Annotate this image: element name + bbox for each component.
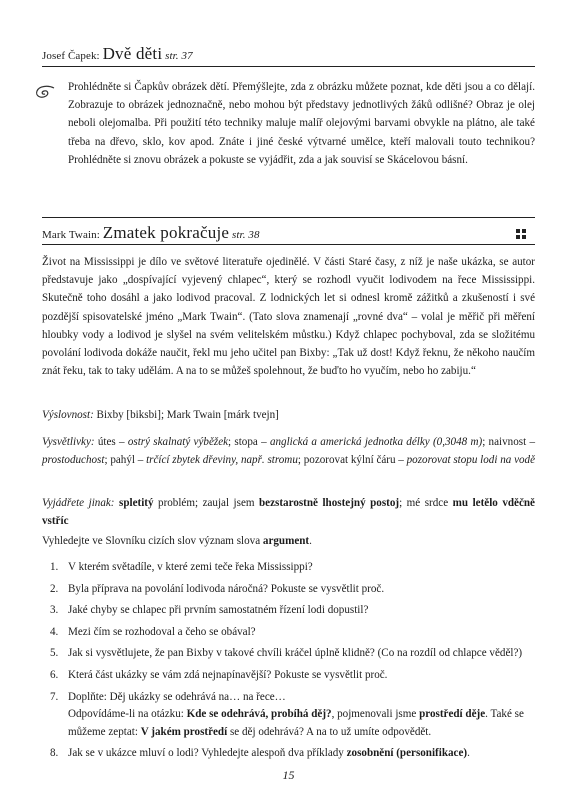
question-number: 5. (50, 647, 59, 660)
section-author: Josef Čapek: (42, 50, 100, 62)
text-run: ; pahýl (104, 454, 135, 467)
text-run: útes (94, 436, 116, 448)
heading-rule (42, 244, 535, 245)
text-run: Odpovídáme-li na otázku: (68, 708, 187, 721)
question-item (42, 559, 535, 577)
text-run: – trčící zbytek dřeviny, např. stromu (134, 454, 298, 467)
text-run: – anglická a americká jednotka délky (0,3048 m) (257, 436, 483, 448)
text-run: bezstarostně lhostejný postoj (259, 497, 400, 509)
pronunciation-label: Výslovnost: (42, 409, 94, 421)
text-run: ; pozorovat kýlní čáru (297, 454, 396, 467)
text-run: . (467, 747, 470, 760)
question-number: 4. (50, 625, 59, 638)
section-divider (42, 217, 535, 218)
question-text (68, 561, 313, 573)
question-item (42, 602, 535, 620)
text-run: Byla příprava na povolání lodivoda náročná? Pokuste se vysvětlit proč. (68, 582, 385, 595)
text-run: , pojmenovali jsme (331, 708, 420, 721)
heading-rule (42, 66, 535, 67)
section-title: Zmatek pokračuje (102, 223, 230, 242)
section-heading-capek (42, 44, 535, 64)
dictionary-task (42, 532, 535, 550)
text-run: mu letělo vděčně vstříc (42, 497, 535, 528)
text-run: . Také se můžeme zeptat: (68, 708, 524, 738)
page-number: 15 (282, 768, 295, 782)
pronunciation-line (42, 406, 535, 424)
section-heading-twain (42, 223, 535, 243)
section-title: Dvě děti (102, 44, 163, 63)
section-author: Mark Twain: (42, 229, 100, 241)
text-run: Kde se odehrává, probíhá děj? (186, 708, 332, 721)
question-text (68, 583, 384, 595)
text-run: problém; zaujal jsem (153, 497, 260, 509)
text-run: – prostoduchost (42, 436, 535, 467)
text-run: Mezi čím se rozhodoval a čeho se obával? (68, 625, 256, 638)
text-run: zosobnění (personifikace) (346, 747, 468, 760)
text-run: – pozorovat stopu lodi na vodě (395, 454, 536, 467)
text-run: . (309, 535, 312, 547)
question-list (42, 559, 535, 767)
question-item (42, 581, 535, 599)
text-run: Vyhledejte ve Slovníku cizích slov význam slova (42, 535, 263, 547)
text-run: se děj odehrává? A na to už umíte odpovědět. (227, 725, 432, 738)
text-run: prostředí děje (419, 708, 486, 721)
question-item (42, 689, 535, 742)
question-text (68, 747, 470, 759)
paperclip-icon (34, 84, 60, 102)
question-number: 1. (50, 561, 59, 573)
text-run: argument (262, 535, 310, 547)
express-differently-paragraph (42, 494, 535, 530)
question-number: 7. (50, 690, 59, 703)
grid-icon (516, 229, 526, 239)
question-item (42, 645, 535, 663)
text-run: V jakém prostředí (140, 725, 228, 738)
question-text (68, 626, 256, 638)
page-reference: str. 38 (232, 229, 260, 241)
text-run: Jak si vysvětlujete, že pan Bixby v takové chvíli kráčel úplně klidně? (Co na rozdíl od chlapce věděl?) (68, 647, 523, 660)
question-number: 8. (50, 747, 59, 760)
page-reference: str. 37 (165, 50, 193, 62)
question-text (68, 647, 522, 659)
question-number: 2. (50, 582, 59, 595)
text-run: Vysvětlivky: (42, 436, 95, 448)
capek-paragraph: Prohlédněte si Čapkův obrázek dětí. Přemýšlejte, zda z obrázku můžete poznat, kde děti jsou a co dělají. Zobrazuje to obrázek jednoznačně, nebo mohou být představy jednotlivých žáků odlišné? Obraz je olej neboli olejomalba. Při použití této techniky maluje malíř olejovými barvami obvykle na plátno, ale také třeba na dřevo, sklo, kov apod. Znáte i jiné české výtvarné umělce, kteří malovali touto technikou? Prohlédněte si znovu obrázek a pokuste se vyjádřit, zda a jak souvisí se Skácelovou básní. (68, 81, 535, 166)
text-run: Jaké chyby se chlapec při prvním samostatném řízení lodi dopustil? (68, 604, 369, 617)
question-number: 6. (50, 668, 59, 681)
text-run: V kterém světadíle, v které zemi teče řeka Mississippi? (68, 561, 313, 573)
text-run: Jak se v ukázce mluví o lodi? Vyhledejte alespoň dva příklady (68, 747, 347, 760)
question-text (68, 691, 524, 738)
text-run: spletitý (119, 497, 154, 509)
pronunciation-text: Bixby [biksbi]; Mark Twain [márk tvejn] (93, 409, 279, 421)
question-text (68, 604, 368, 616)
text-run: ; mé srdce (399, 497, 453, 509)
question-item (42, 624, 535, 642)
text-run: Vyjádřete jinak: (42, 497, 115, 509)
text-run: Která část ukázky se vám zdá nejnapínavější? Pokuste se vysvětlit proč. (68, 668, 388, 681)
explanations-paragraph (42, 433, 535, 469)
twain-intro-paragraph: Život na Mississippi je dílo ve světové literatuře ojedinělé. V části Staré časy, z níž je naše ukázka, se autor představuje jako „dospívající vyjevený chlapec“, který se rozhodl vyučit lodivodem na řece Mississippi. Skutečně toho dosáhl a jako lodivod pracoval. Z lodnických let si odnesl kromě zážitků a zkušeností i své pozdější spisovatelské jméno „Mark Twain“. (Tato slova znamenají „rovné dva“ – volal je měřič při měření hloubky vody a lodivod je slyšel na svém velitelském můstku.) Když chlapec pochyboval, zda se složitému povolání lodivoda dokáže naučit, řekl mu jeho učitel pan Bixby: „Tak už dost! Když řeknu, že někoho naučím znát řeku, tak to taky udělám. A na to se můžeš spolehnout, že buďto ho vyučím, nebo ho zabiju.“ (42, 256, 535, 378)
text-run: Doplňte: Děj ukázky se odehrává na… na řece… (68, 690, 286, 703)
question-number: 3. (50, 604, 59, 617)
text-run: ; naivnost (482, 436, 527, 448)
question-item (42, 667, 535, 685)
question-text (68, 669, 387, 681)
text-run: – ostrý skalnatý výběžek (115, 436, 229, 448)
question-item (42, 745, 535, 763)
text-run: ; stopa (228, 436, 258, 448)
